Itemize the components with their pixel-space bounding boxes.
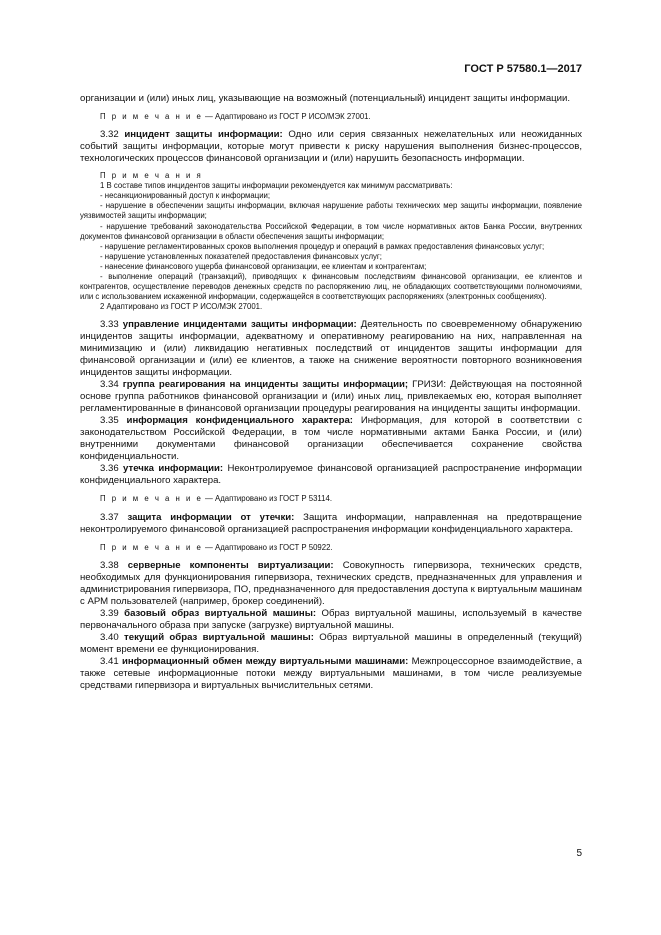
term-3-41: 3.41 информационный обмен между виртуальными машинами: Межпроцессорное взаимодействие, а также сетевые информационные потоки между виртуальными машинами, в том числе реализуемые средствами гипервизора и виртуальных вычислительных сетями.	[80, 655, 582, 691]
term-3-33: 3.33 управление инцидентами защиты информации: Деятельность по своевременному обнаружению инцидентов защиты информации, адекватному и оперативному реагированию на них, направленная на минимизацию и (или) ликвидацию негативных последствий от инцидентов защиты информации для финансовой организации и (или) ее клиентов, а также на снижение вероятности повторного возникновения инцидентов защиты информации.	[80, 319, 582, 379]
note-item: - нарушение требований законодательства Российской Федерации, в том числе нормативных актов Банка России, внутренних документов финансовой организации в области обеспечения защиты информации;	[80, 221, 582, 241]
note-3-37: П р и м е ч а н и е — Адаптировано из ГОСТ Р 50922.	[100, 542, 333, 552]
note-item: - нанесение финансового ущерба финансовой организации, ее клиентам и контрагентам;	[100, 261, 427, 271]
term-3-40: 3.40 текущий образ виртуальной машины: Образ виртуальной машины в определенный (текущий) момент времени ее функционирования.	[80, 631, 583, 655]
term-3-36: 3.36 утечка информации: Неконтролируемое финансовой организацией распространение информации конфиденциального характера.	[80, 463, 582, 487]
intro-paragraph: организации и (или) иных лиц, указывающие на возможный (потенциальный) инцидент защиты информации.	[80, 93, 571, 104]
note-item: - нарушение в обеспечении защиты информации, включая нарушение работы технических мер защиты информации, появление уязвимостей защиты информации;	[80, 201, 582, 221]
note-item: - нарушение регламентированных сроков выполнения процедур и операций в рамках предоставления финансовых услуг;	[100, 241, 545, 251]
note-331: П р и м е ч а н и е — Адаптировано из ГОСТ Р ИСО/МЭК 27001.	[100, 112, 371, 121]
note-item: 1 В составе типов инцидентов защиты информации рекомендуется как минимум рассматривать:	[100, 181, 453, 191]
term-3-39: 3.39 базовый образ виртуальной машины: Образ виртуальной машины, используемый в качестве первоначального образа при запуске (загрузке) виртуальной машины.	[80, 607, 583, 631]
note-item: 2 Адаптировано из ГОСТ Р ИСО/МЭК 27001.	[100, 302, 263, 312]
document-header: ГОСТ Р 57580.1—2017	[464, 63, 582, 75]
note-3-36: П р и м е ч а н и е — Адаптировано из ГОСТ Р 53114.	[100, 494, 333, 504]
note-item: - несанкционированный доступ к информации;	[100, 191, 271, 201]
notes-3-32	[80, 171, 582, 312]
notes-label: П р и м е ч а н и я	[100, 171, 203, 181]
term-3-32: 3.32 инцидент защиты информации: Одно или серия связанных нежелательных или неожиданных событий защиты информации, которые могут привести к риску нарушения выполнения бизнес-процессов, технологических процессов финансовой организации и (или) нарушить безопасность информации.	[80, 129, 583, 165]
page-number: 5	[576, 848, 582, 859]
term-3-37: 3.37 защита информации от утечки: Защита информации, направленная на предотвращение неконтролируемого финансовой организацией распространения информации конфиденциального характера.	[80, 511, 582, 535]
term-3-35: 3.35 информация конфиденциального характера: Информация, для которой в соответствии с законодательством Российской Федерации, в том числе нормативными актами Банка России, и (или) внутренними документами финансовой организации обеспечивается сохранение свойства конфиденциальности.	[80, 415, 583, 463]
note-item: - нарушение установленных показателей предоставления финансовых услуг;	[100, 251, 382, 261]
term-3-38: 3.38 серверные компоненты виртуализации: Совокупность гипервизора, технических средств, необходимых для функционирования гипервизора, технических средств, предназначенных для управления и администрирования гипервизора, ПО, предназначенного для предоставления доступа к виртуальным машинам с АРМ пользователей (например, брокер соединений).	[80, 559, 583, 607]
note-item: - выполнение операций (транзакций), приводящих к финансовым последствиям финансовой организации, ее клиентов и контрагентов, осуществление переводов денежных средств по распоряжению лиц, не обладающих соответствующими полномочиями, или с использованием искаженной информации, содержащейся в соответствующих распоряжениях (электронных сообщениях).	[80, 272, 582, 302]
term-3-34: 3.34 группа реагирования на инциденты защиты информации; ГРИЗИ: Действующая на постоянной основе группа работников финансовой организации и (или) иных лиц, привлекаемых ею, которая выполняет регламентированные в финансовой организации процедуры реагирования на инциденты защиты информации.	[80, 379, 582, 415]
document-body	[80, 93, 582, 692]
